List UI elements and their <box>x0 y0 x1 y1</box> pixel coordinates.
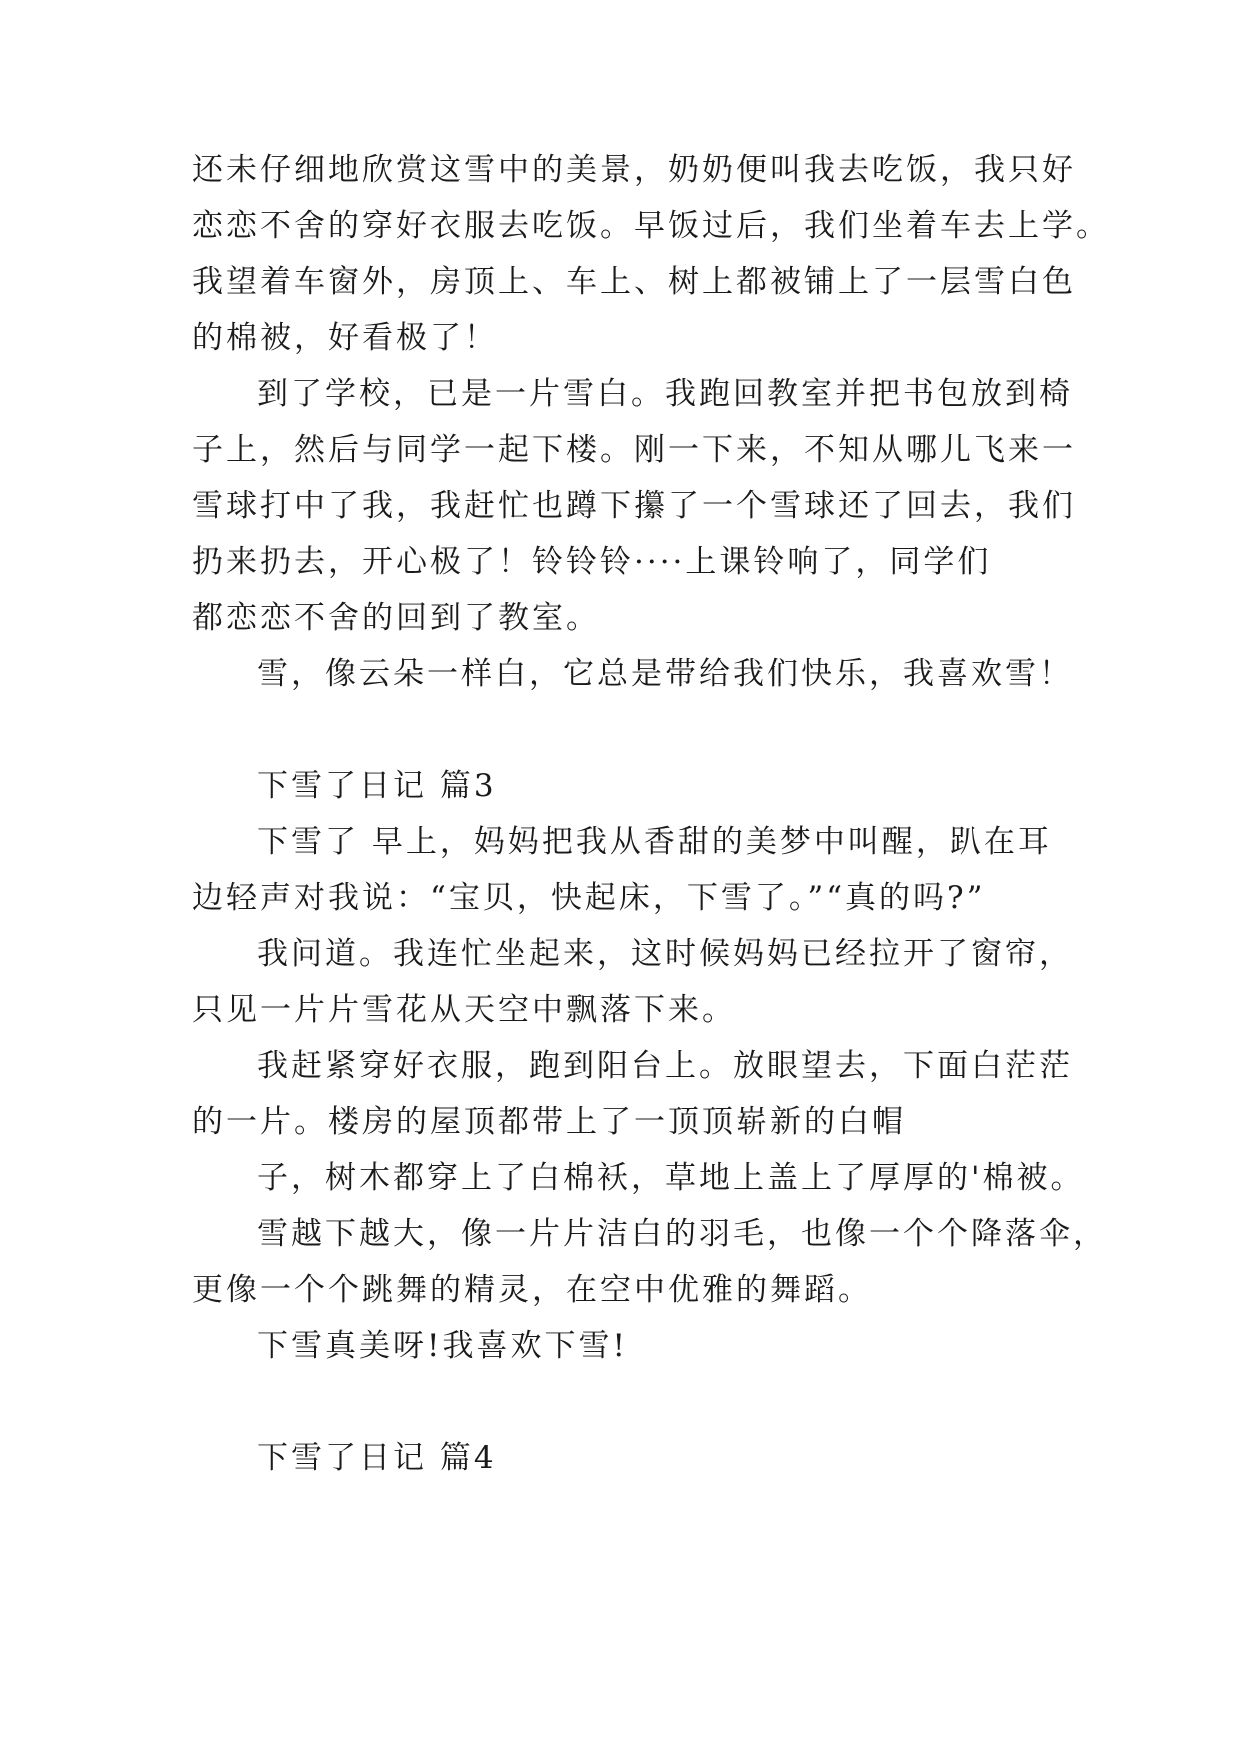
paragraph-line: 还未仔细地欣赏这雪中的美景，奶奶便叫我去吃饭，我只好 <box>192 152 1076 188</box>
paragraph-line: 到了学校，已是一片雪白。我跑回教室并把书包放到椅 <box>257 376 1073 412</box>
paragraph-line: 更像一个个跳舞的精灵，在空中优雅的舞蹈。 <box>192 1272 872 1308</box>
paragraph-line: 子，树木都穿上了白棉袄，草地上盖上了厚厚的'棉被。 <box>257 1160 1085 1196</box>
paragraph-line: 我赶紧穿好衣服，跑到阳台上。放眼望去，下面白茫茫 <box>257 1048 1073 1084</box>
paragraph-line: 雪越下越大，像一片片洁白的羽毛，也像一个个降落伞， <box>257 1216 1107 1252</box>
paragraph-line: 我望着车窗外，房顶上、车上、树上都被铺上了一层雪白色 <box>192 264 1076 300</box>
paragraph-line: 雪球打中了我，我赶忙也蹲下攥了一个雪球还了回去，我们 <box>192 488 1076 524</box>
paragraph-line: 边轻声对我说：“宝贝，快起床，下雪了。”“真的吗?” <box>192 880 986 916</box>
section-heading: 下雪了日记 篇4 <box>257 1440 497 1476</box>
paragraph-line: 恋恋不舍的穿好衣服去吃饭。早饭过后，我们坐着车去上学。 <box>192 208 1110 244</box>
paragraph-line: 下雪了 早上，妈妈把我从香甜的美梦中叫醒，趴在耳 <box>257 824 1052 860</box>
section-heading: 下雪了日记 篇3 <box>257 768 497 804</box>
paragraph-line: 扔来扔去，开心极了！铃铃铃····上课铃响了，同学们 <box>192 544 992 580</box>
paragraph-line: 子上，然后与同学一起下楼。刚一下来，不知从哪儿飞来一 <box>192 432 1076 468</box>
paragraph-line: 我问道。我连忙坐起来，这时候妈妈已经拉开了窗帘， <box>257 936 1073 972</box>
paragraph-line: 只见一片片雪花从天空中飘落下来。 <box>192 992 736 1028</box>
paragraph-line: 的棉被，好看极了！ <box>192 320 498 356</box>
paragraph-line: 都恋恋不舍的回到了教室。 <box>192 600 600 636</box>
paragraph-line: 的一片。楼房的屋顶都带上了一顶顶崭新的白帽 <box>192 1104 906 1140</box>
paragraph-line: 雪，像云朵一样白，它总是带给我们快乐，我喜欢雪！ <box>257 656 1073 692</box>
paragraph-line: 下雪真美呀!我喜欢下雪! <box>257 1328 628 1364</box>
